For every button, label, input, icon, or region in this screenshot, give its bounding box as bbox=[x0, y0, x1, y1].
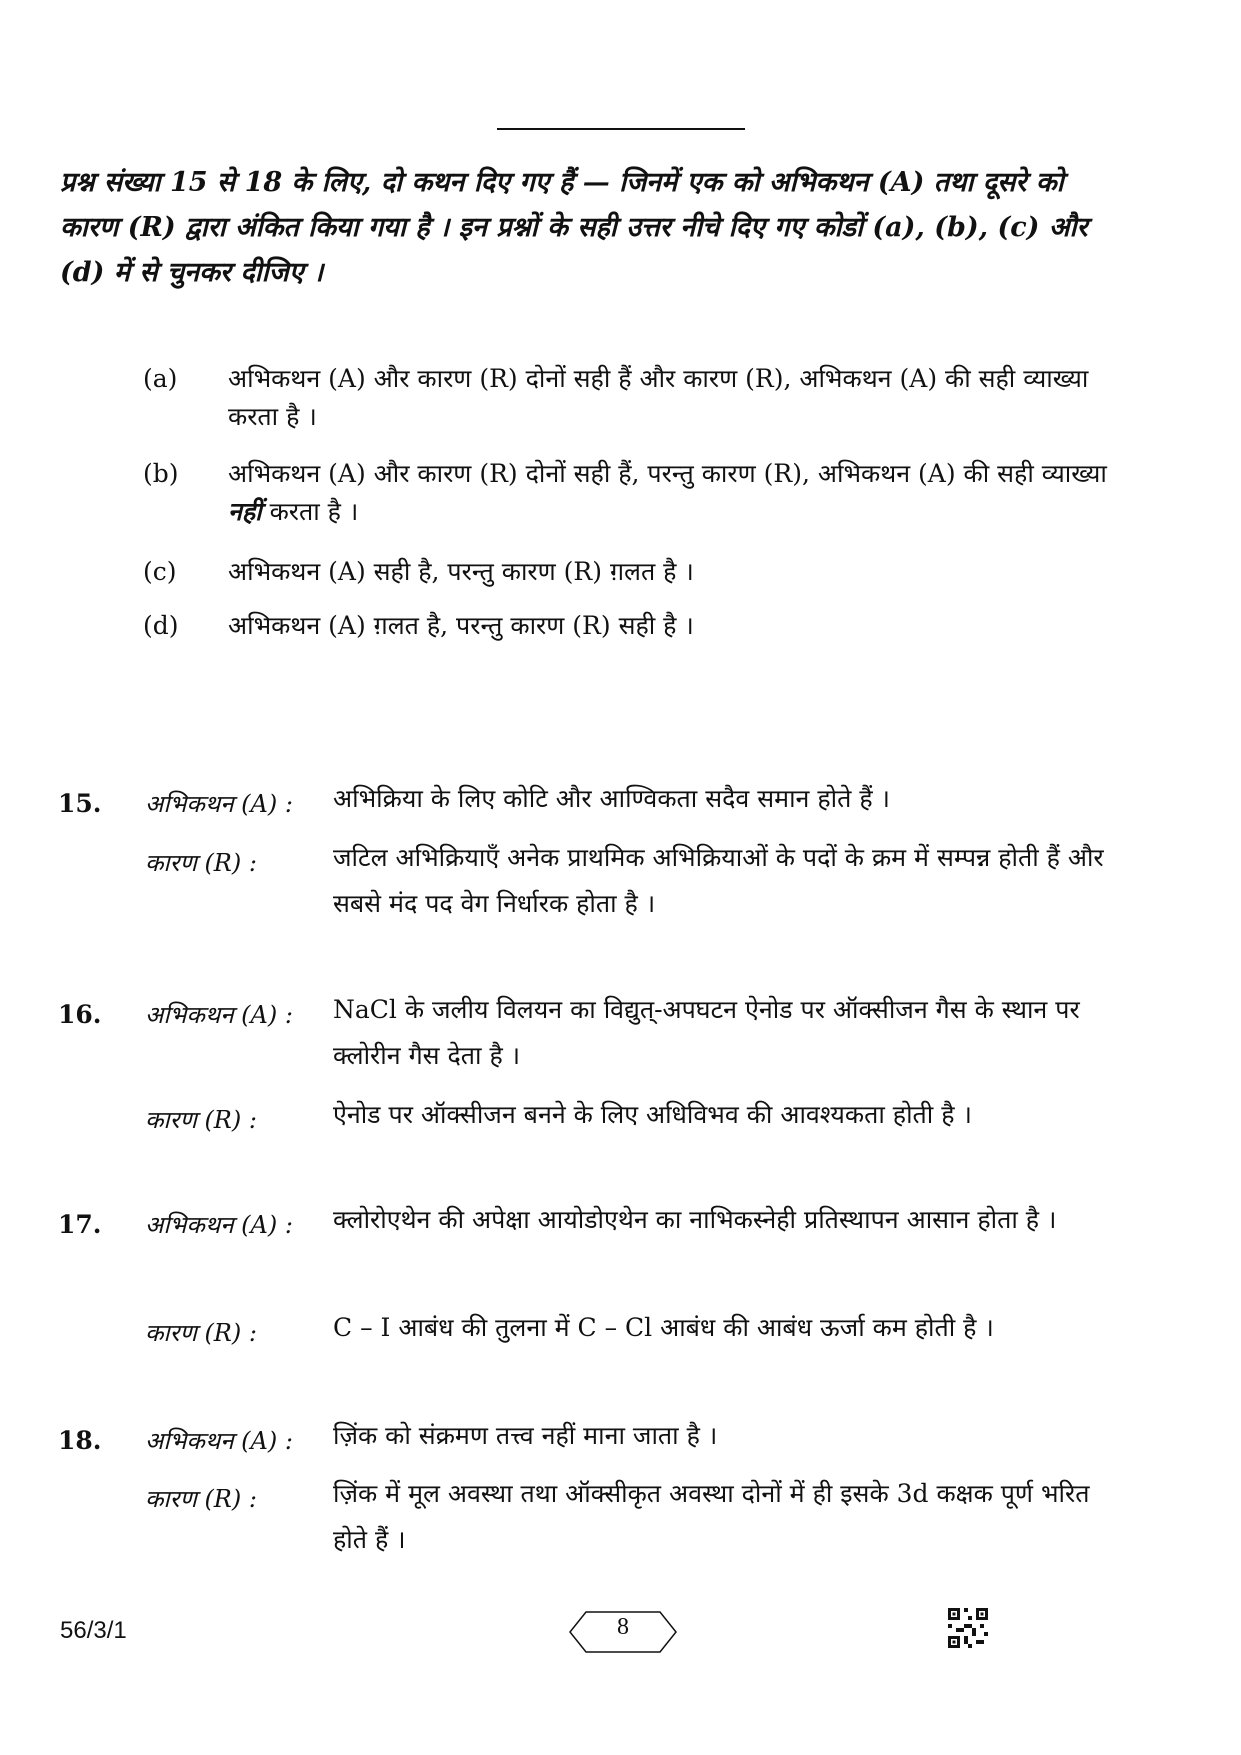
assertion-text: क्लोरोएथेन की अपेक्षा आयोडोएथेन का नाभिकस्नेही प्रतिस्थापन आसान होता है । bbox=[333, 1205, 1057, 1234]
assertion-text: अभिक्रिया के लिए कोटि और आण्विकता सदैव समान होते हैं । bbox=[333, 784, 891, 813]
option-label: (a) bbox=[143, 364, 178, 393]
option-text: अभिकथन (A) सही है, परन्तु कारण (R) ग़लत है । bbox=[228, 557, 694, 586]
assertion-text: ज़िंक को संक्रमण तत्त्व नहीं माना जाता है । bbox=[333, 1421, 718, 1450]
option-label: (b) bbox=[143, 459, 179, 488]
option-text: अभिकथन (A) और कारण (R) दोनों सही हैं और कारण (R), अभिकथन (A) की सही व्याख्या करता है । bbox=[228, 364, 1089, 431]
reason-label: कारण (R) : bbox=[145, 1319, 257, 1347]
reason-text: ज़िंक में मूल अवस्था तथा ऑक्सीकृत अवस्था दोनों में ही इसके 3d कक्षक पूर्ण भरित होते हैं । bbox=[333, 1479, 1090, 1554]
option-text bbox=[228, 455, 1123, 531]
option-c bbox=[143, 553, 1123, 591]
question-number: 16. bbox=[58, 1000, 102, 1029]
page-number: 8 bbox=[617, 1614, 629, 1640]
question-number: 17. bbox=[58, 1210, 102, 1239]
option-label: (c) bbox=[143, 557, 177, 586]
instructions-paragraph: प्रश्न संख्या 15 से 18 के लिए, दो कथन दिए गए हैं — जिनमें एक को अभिकथन (A) तथा दूसरे को कारण (R) द्वारा अंकित किया गया है । इन प्रश्नों के सही उत्तर नीचे दिए गए कोडों (a), (b), (c) और (d) में से चुनकर दीजिए । bbox=[60, 167, 1088, 288]
paper-code: 56/3/1 bbox=[60, 1617, 127, 1644]
reason-text: जटिल अभिक्रियाएँ अनेक प्राथमिक अभिक्रियाओं के पदों के क्रम में सम्पन्न होती हैं और सबसे मंद पद वेग निर्धारक होता है । bbox=[333, 843, 1104, 918]
option-text-after: करता है । bbox=[261, 497, 359, 526]
assertion-label: अभिकथन (A) : bbox=[145, 1211, 293, 1239]
option-label: (d) bbox=[143, 611, 179, 640]
option-d bbox=[143, 607, 1123, 645]
reason-text: C – I आबंध की तुलना में C – Cl आबंध की आबंध ऊर्जा कम होती है । bbox=[333, 1313, 994, 1342]
assertion-label: अभिकथन (A) : bbox=[145, 1001, 293, 1029]
reason-text: ऐनोड पर ऑक्सीजन बनने के लिए अधिविभव की आवश्यकता होती है । bbox=[333, 1100, 972, 1129]
question-number: 18. bbox=[58, 1426, 102, 1455]
assertion-label: अभिकथन (A) : bbox=[145, 1427, 293, 1455]
top-divider-rule bbox=[497, 128, 745, 130]
option-emphasis: नहीं bbox=[228, 497, 262, 526]
reason-label: कारण (R) : bbox=[145, 1106, 257, 1134]
option-text: अभिकथन (A) ग़लत है, परन्तु कारण (R) सही है । bbox=[228, 611, 694, 640]
reason-label: कारण (R) : bbox=[145, 1485, 257, 1513]
option-b bbox=[143, 455, 1123, 531]
option-text-before: अभिकथन (A) और कारण (R) दोनों सही हैं, परन्तु कारण (R), अभिकथन (A) की सही व्याख्या bbox=[228, 459, 1107, 488]
question-number: 15. bbox=[58, 789, 102, 818]
qr-code-icon bbox=[948, 1608, 988, 1648]
reason-label: कारण (R) : bbox=[145, 849, 257, 877]
assertion-text: NaCl के जलीय विलयन का विद्युत्-अपघटन ऐनोड पर ऑक्सीजन गैस के स्थान पर क्लोरीन गैस देता है । bbox=[333, 995, 1080, 1070]
assertion-label: अभिकथन (A) : bbox=[145, 790, 293, 818]
option-a bbox=[143, 360, 1123, 436]
